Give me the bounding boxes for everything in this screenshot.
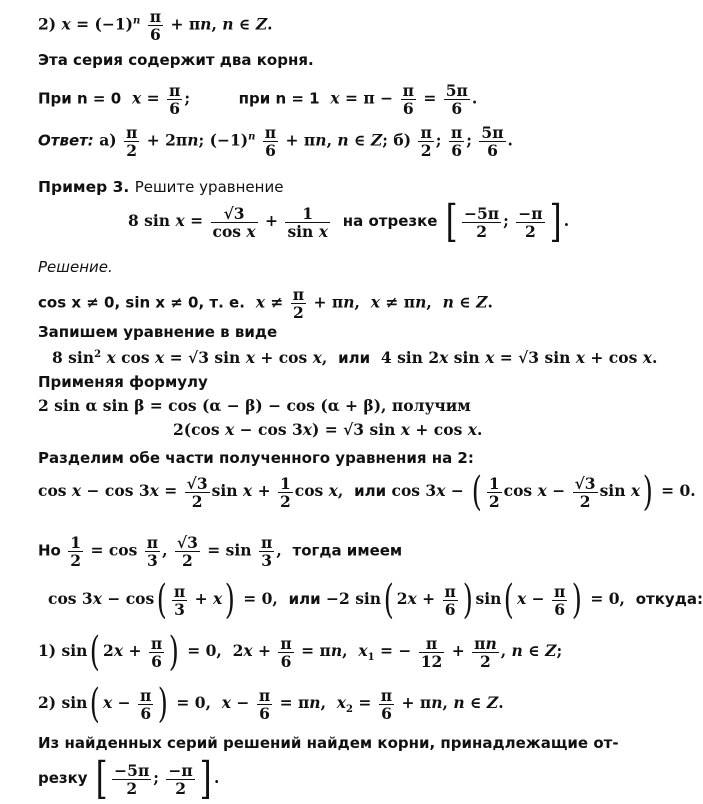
line-final-1: Из найденных серий решений найдем корни, принадлежащие от- bbox=[38, 734, 619, 752]
line-answer: Ответ: а) $\frac{\pi}{2}$ + 2πn; $(-1)^n$ $\frac{\pi}{6}$ + πn, n ∈ Z; б) $\frac{\pi}{2}$ ; $\frac{\pi}{6}$ ; $\frac{5\pi}{6}$ . bbox=[38, 123, 513, 160]
line-write-as: Запишем уравнение в виде bbox=[38, 323, 278, 341]
line-series-2: 2) $x = (-1)^n$ $\frac{\pi}{6}$ + πn, n ∈ Z. bbox=[38, 7, 273, 44]
line-result-formula: 2(cos x − cos 3x) = √3 sin x + cos x. bbox=[173, 420, 483, 439]
line-cos-eq: cos 3x − cos( $\frac{\pi}{3}$ + x) = 0, или −2 sin( 2x + $\frac{\pi}{6}$ ) sin( x − $\frac{\pi}{6}$ ) = 0, откуда: bbox=[48, 577, 703, 623]
line-divided-eq: cos x − cos 3x = $\frac{√3}{2}$ sin x + $\frac{1}{2}$ cos x, или cos 3x − ( $\frac{1}{2}$ cos x − $\frac{√3}{2}$ sin x) = 0. bbox=[38, 469, 696, 515]
line-divide: Разделим обе части полученного уравнения на 2: bbox=[38, 449, 474, 467]
line-final-2: резку [ $\frac{-5\pi}{2}$ ; $\frac{-\pi}{2}$ ] . bbox=[38, 753, 220, 804]
line-two-roots: Эта серия содержит два корня. bbox=[38, 51, 314, 69]
line-conditions: cos x ≠ 0, sin x ≠ 0, т. е. x ≠ $\frac{\pi}{2}$ + πn, x ≠ πn, n ∈ Z. bbox=[38, 285, 493, 322]
line-formula: 2 sin α sin β = cos (α − β) − cos (α + β), получим bbox=[38, 396, 471, 415]
line-case-2: 2) sin( x − $\frac{\pi}{6}$ ) = 0, x − $\frac{\pi}{6}$ = πn, $x_2$ = $\frac{\pi}{6}$ + πn, n ∈ Z. bbox=[38, 681, 504, 727]
line-roots-values: При n = 0 x = $\frac{\pi}{6}$ ; при n = 1 x = π − $\frac{\pi}{6}$ = $\frac{5\pi}{6}$ . bbox=[38, 81, 478, 118]
line-case-1: 1) sin( 2x + $\frac{\pi}{6}$ ) = 0, 2x + $\frac{\pi}{6}$ = πn, $x_1$ = − $\frac{\pi}{12}$ + $\frac{\pi n}{2}$ , n ∈ Z; bbox=[38, 629, 563, 675]
line-rewritten: 8 $\sin^2 x$ cos x = √3 sin x + cos x, или 4 sin 2x sin x = √3 sin x + cos x. bbox=[52, 348, 658, 368]
equation-example-3: 8 sin x = $\frac{√3}{\text{cos x}}$ + $\frac{1}{\text{sin x}}$ на отрезке [ $\frac{-5\pi}{2}$ ; $\frac{-\pi}{2}$ ] . bbox=[128, 196, 570, 247]
line-apply-formula: Применяя формулу bbox=[38, 373, 208, 391]
example-3-heading: Пример 3. Решите уравнение bbox=[38, 178, 284, 196]
line-but: Но $\frac{1}{2}$ = cos $\frac{\pi}{3}$ , $\frac{√3}{2}$ = sin $\frac{\pi}{3}$ , тогда имеем bbox=[38, 533, 403, 570]
solution-label: Решение. bbox=[38, 258, 113, 276]
